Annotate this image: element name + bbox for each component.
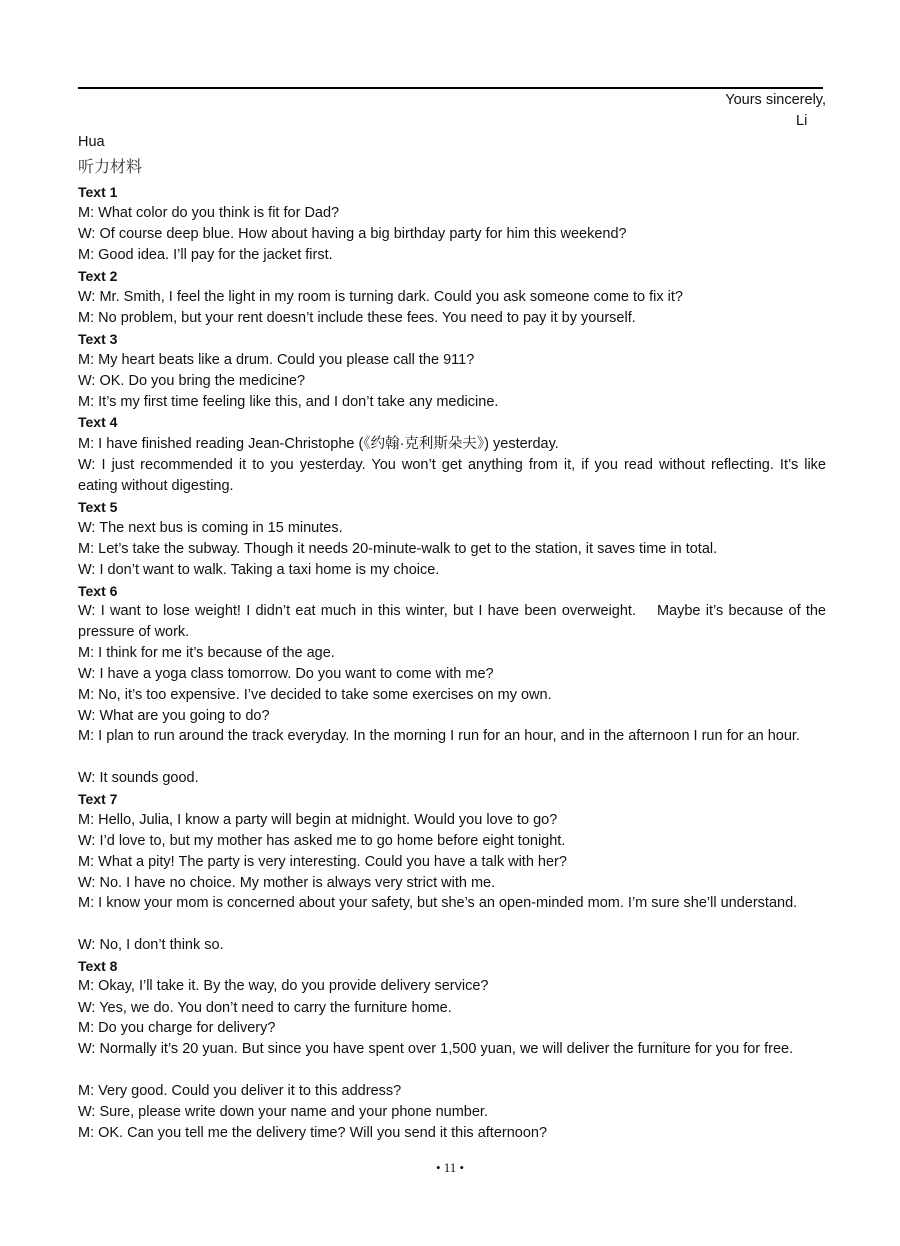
closing-name-hua: Hua xyxy=(78,134,105,150)
top-rule xyxy=(78,87,823,89)
dialogue-line: W: Mr. Smith, I feel the light in my room is turning dark. Could you ask someone come to fix it? xyxy=(78,289,683,305)
text-3-heading: Text 3 xyxy=(78,331,118,347)
dialogue-line: M: Let’s take the subway. Though it needs 20-minute-walk to get to the station, it saves time in total. xyxy=(78,541,718,557)
dialogue-line: M: No, it’s too expensive. I’ve decided to take some exercises on my own. xyxy=(78,687,552,703)
text-4-heading: Text 4 xyxy=(78,414,118,430)
dialogue-line: M: Good idea. I’ll pay for the jacket first. xyxy=(78,247,333,263)
dialogue-line: W: I’d love to, but my mother has asked me to go home before eight tonight. xyxy=(78,833,566,849)
text-8-heading: Text 8 xyxy=(78,958,118,974)
dialogue-line: W: Of course deep blue. How about having a big birthday party for him this weekend? xyxy=(78,226,627,242)
dialogue-line: M: I plan to run around the track everyday. In the morning I run for an hour, and in the afternoon I run for an hour. xyxy=(78,728,800,744)
dialogue-line: W: The next bus is coming in 15 minutes. xyxy=(78,520,343,536)
dialogue-line: W: Sure, please write down your name and your phone number. xyxy=(78,1104,488,1120)
dialogue-line: M: No problem, but your rent doesn’t include these fees. You need to pay it by yourself. xyxy=(78,310,636,326)
text-5-heading: Text 5 xyxy=(78,499,118,515)
dialogue-line: W: What are you going to do? xyxy=(78,708,270,724)
dialogue-line: W: I just recommended it to you yesterday. You won’t get anything from it, if you read without reflecting. It’s like eating without digesting. xyxy=(78,457,826,494)
dialogue-line: M: It’s my first time feeling like this, and I don’t take any medicine. xyxy=(78,394,499,410)
dialogue-line: M: What a pity! The party is very interesting. Could you have a talk with her? xyxy=(78,854,567,870)
section-title: 听力材料 xyxy=(78,157,143,176)
text-6-heading: Text 6 xyxy=(78,583,118,599)
dialogue-line: W: No. I have no choice. My mother is always very strict with me. xyxy=(78,875,496,891)
dialogue-line: M: I know your mom is concerned about your safety, but she’s an open-minded mom. I’m sure she’ll understand. xyxy=(78,895,798,911)
page-number: • 11 • xyxy=(435,1160,465,1175)
dialogue-line: W: No, I don’t think so. xyxy=(78,937,224,953)
dialogue-line: W: Yes, we do. You don’t need to carry the furniture home. xyxy=(78,1000,452,1016)
dialogue-line: W: I want to lose weight! I didn’t eat much in this winter, but I have been overweight. Maybe it’s because of the pressure of work. xyxy=(78,603,831,640)
dialogue-line: W: OK. Do you bring the medicine? xyxy=(78,373,306,389)
dialogue-line: M: Okay, I’ll take it. By the way, do you provide delivery service? xyxy=(78,978,489,994)
dialogue-line: M: Hello, Julia, I know a party will begin at midnight. Would you love to go? xyxy=(78,812,558,828)
text-7-heading: Text 7 xyxy=(78,791,118,807)
closing-sign-off: Yours sincerely, xyxy=(725,92,826,108)
text-2-heading: Text 2 xyxy=(78,268,118,284)
dialogue-line: W: I don’t want to walk. Taking a taxi home is my choice. xyxy=(78,562,440,578)
dialogue-line: W: It sounds good. xyxy=(78,770,199,786)
dialogue-line: M: My heart beats like a drum. Could you please call the 911? xyxy=(78,352,475,368)
dialogue-line: W: Normally it’s 20 yuan. But since you have spent over 1,500 yuan, we will deliver the furniture for you for free. xyxy=(78,1041,794,1057)
dialogue-line: M: What color do you think is fit for Dad? xyxy=(78,205,340,221)
dialogue-line: M: OK. Can you tell me the delivery time? Will you send it this afternoon? xyxy=(78,1125,548,1141)
closing-name-li: Li xyxy=(796,113,808,129)
dialogue-line: M: I have finished reading Jean-Christophe (《约翰·克利斯朵夫》) yesterday. xyxy=(78,436,559,452)
dialogue-line: M: I think for me it’s because of the age. xyxy=(78,645,335,661)
dialogue-line: W: I have a yoga class tomorrow. Do you want to come with me? xyxy=(78,666,494,682)
dialogue-line: M: Very good. Could you deliver it to this address? xyxy=(78,1083,402,1099)
text-1-heading: Text 1 xyxy=(78,184,118,200)
dialogue-line: M: Do you charge for delivery? xyxy=(78,1020,276,1036)
